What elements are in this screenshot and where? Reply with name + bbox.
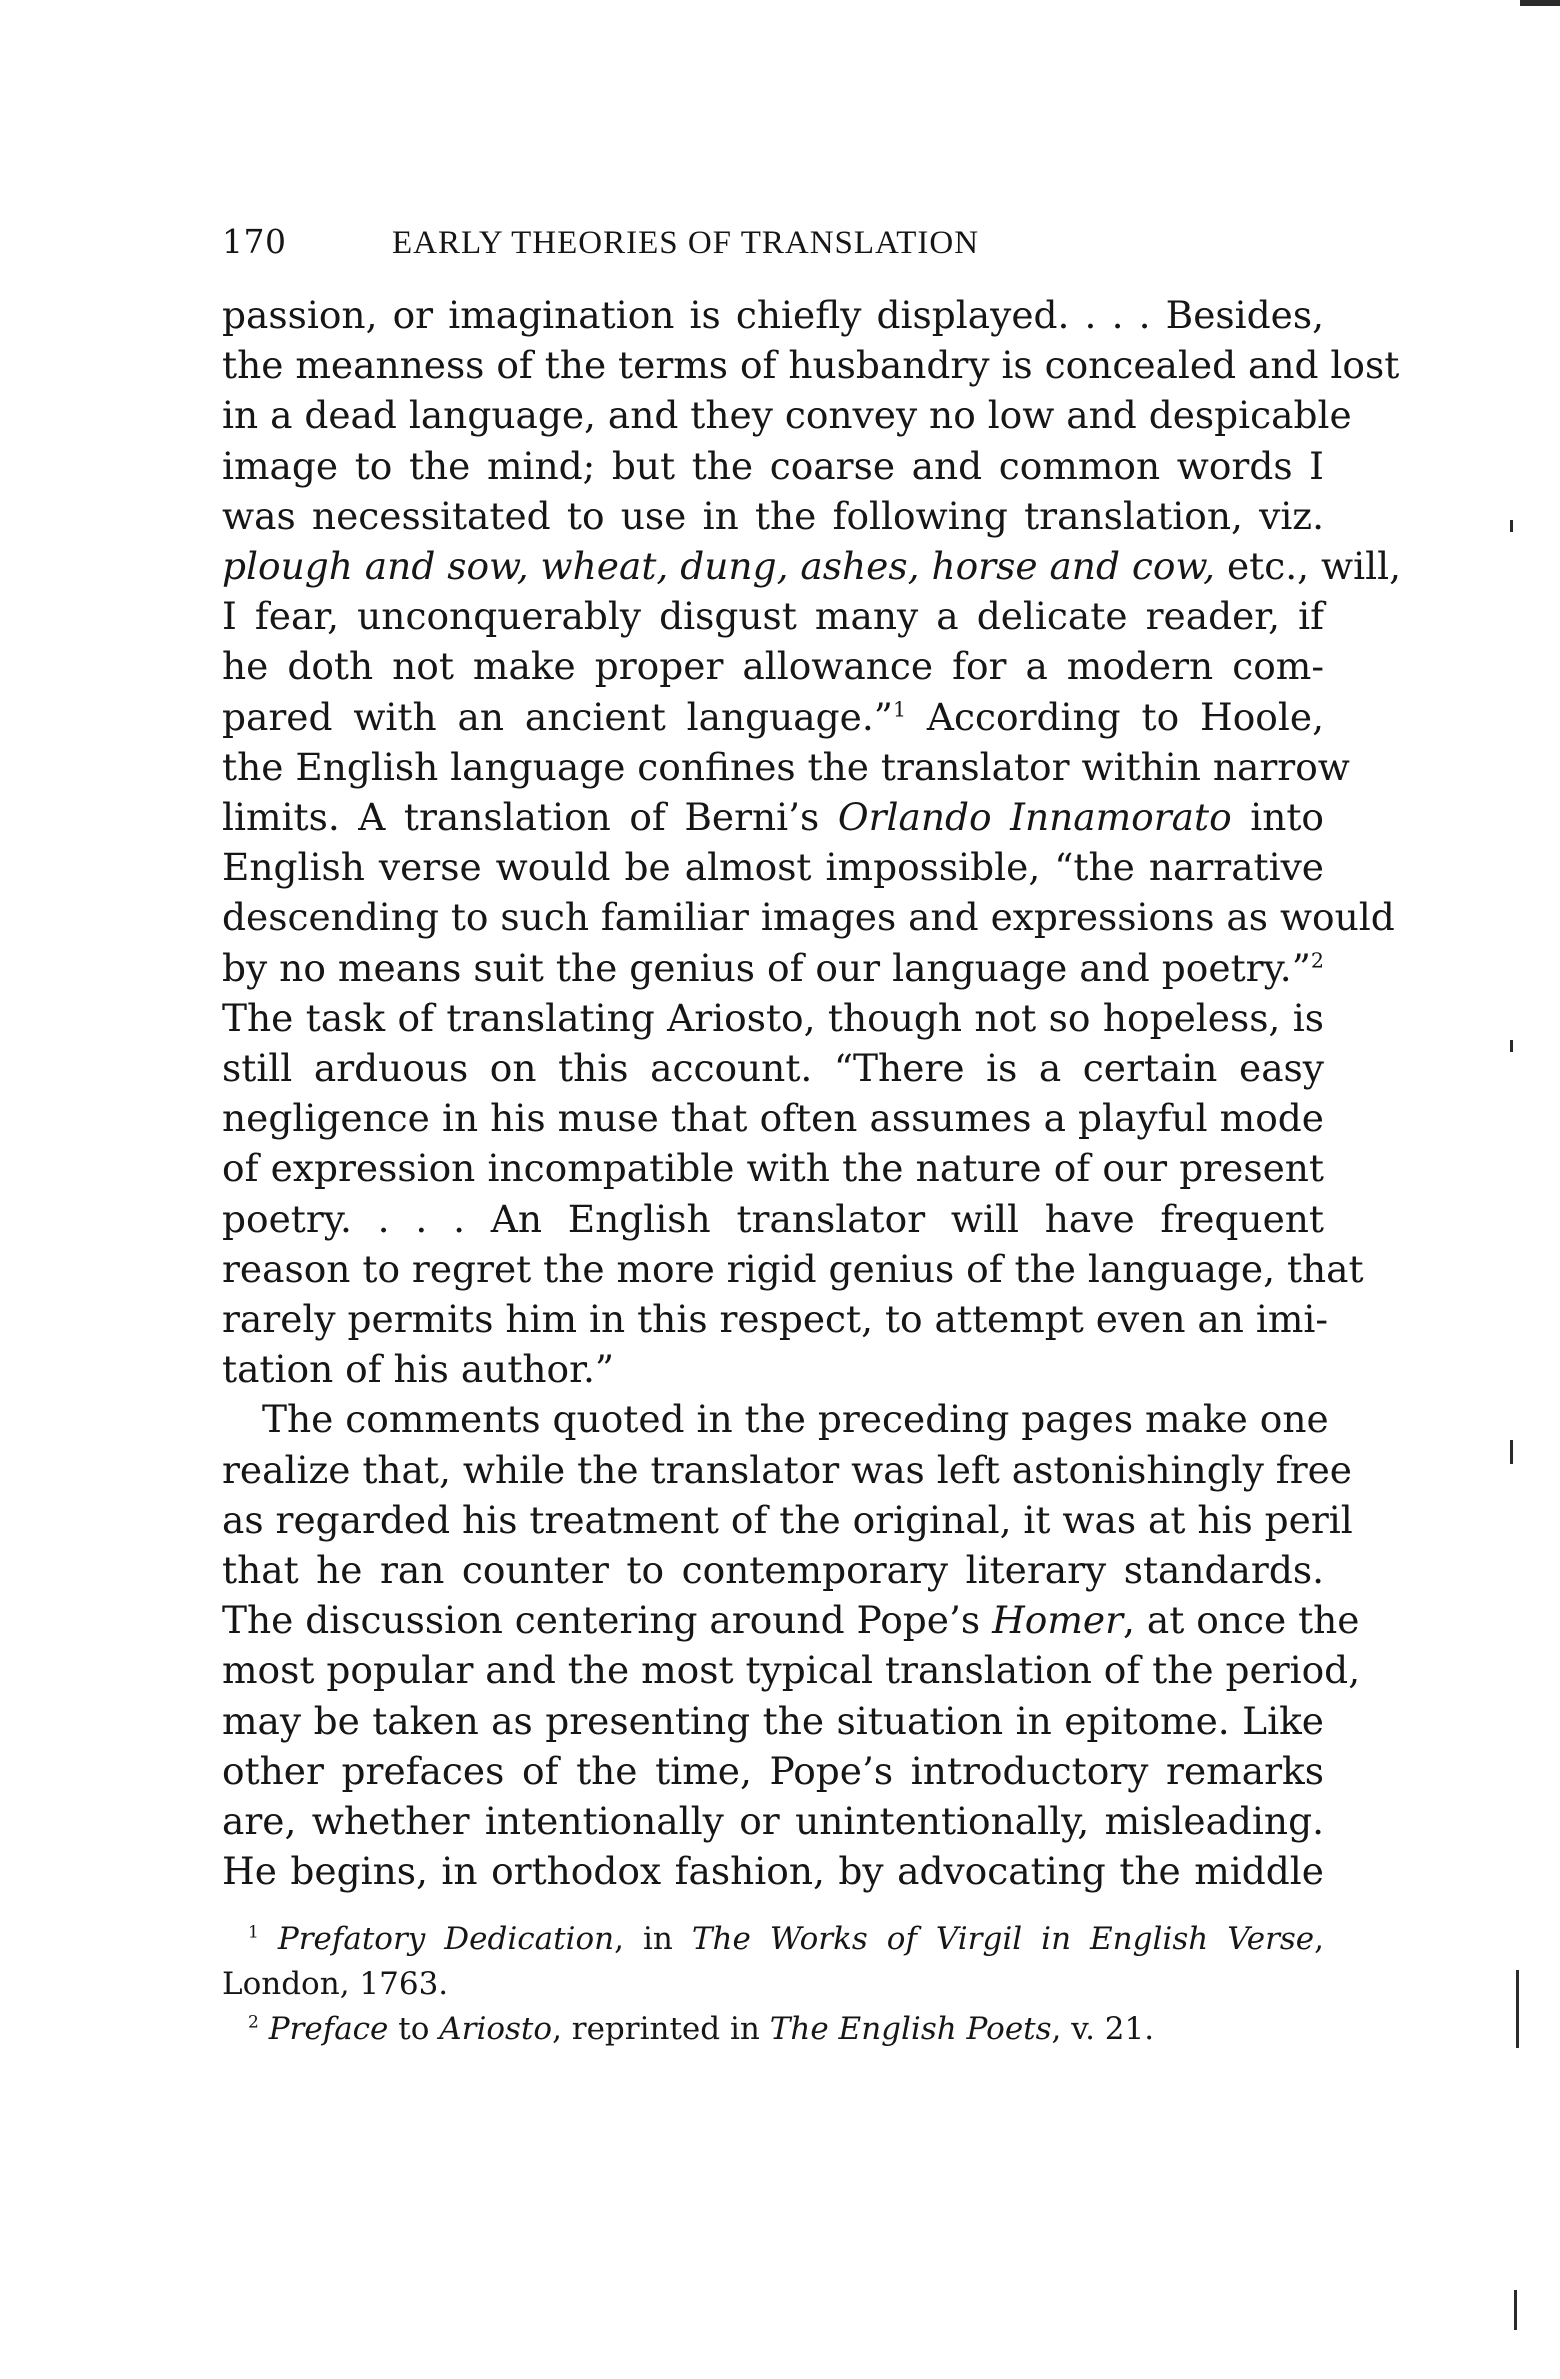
- text-segment: into: [1231, 795, 1324, 840]
- paragraph-start-line: The comments quoted in the preceding pages make one: [262, 1397, 1329, 1442]
- text-line: image to the mind; but the coarse and common words I: [222, 443, 1324, 488]
- text-line: may be taken as presenting the situation in epitome. Like: [222, 1698, 1324, 1743]
- text-segment: pared with an ancient language.”: [222, 694, 893, 739]
- footnote-1-work: The Works of Virgil in English Verse: [691, 1920, 1315, 1957]
- text-segment: ,: [1314, 1920, 1325, 1957]
- text-line: negligence in his muse that often assumes a playful mode: [222, 1096, 1324, 1141]
- text-line: passion, or imagination is chiefly displayed. . . . Besides,: [222, 293, 1324, 337]
- scan-mark: [1520, 0, 1560, 6]
- text-line: most popular and the most typical translation of the period,: [222, 1648, 1361, 1693]
- text-line: reason to regret the more rigid genius of the language, that: [222, 1246, 1364, 1291]
- scan-mark: [1510, 1440, 1513, 1464]
- scan-mark: [1516, 1970, 1519, 2048]
- footnote-1-continued: London, 1763.: [222, 1965, 449, 2002]
- text-segment: , at once the: [1123, 1598, 1360, 1643]
- footnote-ref-1: 1: [892, 697, 907, 722]
- text-segment: limits. A translation of Berni’s: [222, 795, 820, 840]
- running-head: [222, 222, 1324, 262]
- text-line: He begins, in orthodox fashion, by advocating the middle: [222, 1849, 1324, 1894]
- text-line: I fear, unconquerably disgust many a delicate reader, if: [222, 594, 1324, 639]
- text-line: The task of translating Ariosto, though not so hopeless, is: [222, 995, 1324, 1040]
- page-number: 170: [222, 222, 287, 261]
- scan-mark: [1514, 2290, 1517, 2330]
- text-segment: According to Hoole,: [906, 694, 1324, 739]
- text-line: the meanness of the terms of husbandry is concealed and lost: [222, 343, 1400, 388]
- italic-orlando: Orlando Innamorato: [837, 795, 1232, 840]
- footnote-2-mark: 2: [248, 2012, 259, 2033]
- footnote-1-title: Prefatory Dedication: [277, 1920, 615, 1957]
- italic-plough: plough and sow, wheat, dung, ashes, horse and cow,: [222, 544, 1216, 589]
- footnote-ref-2: 2: [1310, 948, 1324, 973]
- text-line: of expression incompatible with the nature of our present: [222, 1146, 1324, 1191]
- text-line: realize that, while the translator was left astonishingly free: [222, 1447, 1352, 1492]
- text-segment: The discussion centering around Pope’s: [222, 1598, 981, 1643]
- running-title: EARLY THEORIES OF TRANSLATION: [392, 225, 980, 261]
- text-segment: by no means suit the genius of our language and poetry.”: [222, 945, 1311, 990]
- footnote-1-mark: 1: [248, 1922, 259, 1943]
- text-line: [222, 792, 1324, 842]
- text-segment: , v. 21.: [1051, 2010, 1155, 2047]
- text-line: still arduous on this account. “There is a certain easy: [222, 1046, 1324, 1091]
- text-line: he doth not make proper allowance for a modern com-: [222, 644, 1324, 689]
- text-segment: , reprinted in: [552, 2010, 770, 2047]
- text-line: are, whether intentionally or unintentionally, misleading.: [222, 1799, 1324, 1844]
- text-line-italic-list: plough and sow, wheat, dung, ashes, horse and cow, etc., will,: [222, 544, 1401, 589]
- text-line: rarely permits him in this respect, to attempt even an imi-: [222, 1297, 1329, 1342]
- body-text: [222, 290, 1401, 1897]
- text-line: descending to such familiar images and expressions as would: [222, 895, 1395, 940]
- text-line: tation of his author.”: [222, 1347, 615, 1392]
- footnote-2-title: Preface: [268, 2010, 389, 2047]
- footnote-2-work: The English Poets: [769, 2010, 1052, 2047]
- footnote-2-author: Ariosto: [439, 2010, 553, 2047]
- text-line: as regarded his treatment of the original, it was at his peril: [222, 1497, 1353, 1542]
- footnotes: [222, 1917, 1324, 2052]
- text-line: the English language confines the translator within narrow: [222, 744, 1350, 789]
- text-line: in a dead language, and they convey no low and despicable: [222, 393, 1352, 438]
- text-line: [222, 692, 1324, 742]
- text-line: [222, 1595, 1360, 1645]
- text-segment: , in: [614, 1920, 692, 1957]
- scan-mark: [1510, 520, 1513, 532]
- text-segment: to: [388, 2010, 440, 2047]
- text-line: was necessitated to use in the following translation, viz.: [222, 493, 1324, 538]
- footnote-1: [222, 1917, 1324, 1962]
- text-line: poetry. . . . An English translator will have frequent: [222, 1196, 1324, 1241]
- text-line: English verse would be almost impossible, “the narrative: [222, 845, 1324, 890]
- text-line: that he ran counter to contemporary literary standards.: [222, 1548, 1324, 1593]
- footnote-2: [222, 2007, 1324, 2052]
- italic-homer: Homer: [992, 1598, 1124, 1643]
- book-page: [222, 222, 1401, 2052]
- scan-mark: [1510, 1040, 1513, 1052]
- text-line: [222, 943, 1324, 993]
- text-line: other prefaces of the time, Pope’s introductory remarks: [222, 1748, 1324, 1793]
